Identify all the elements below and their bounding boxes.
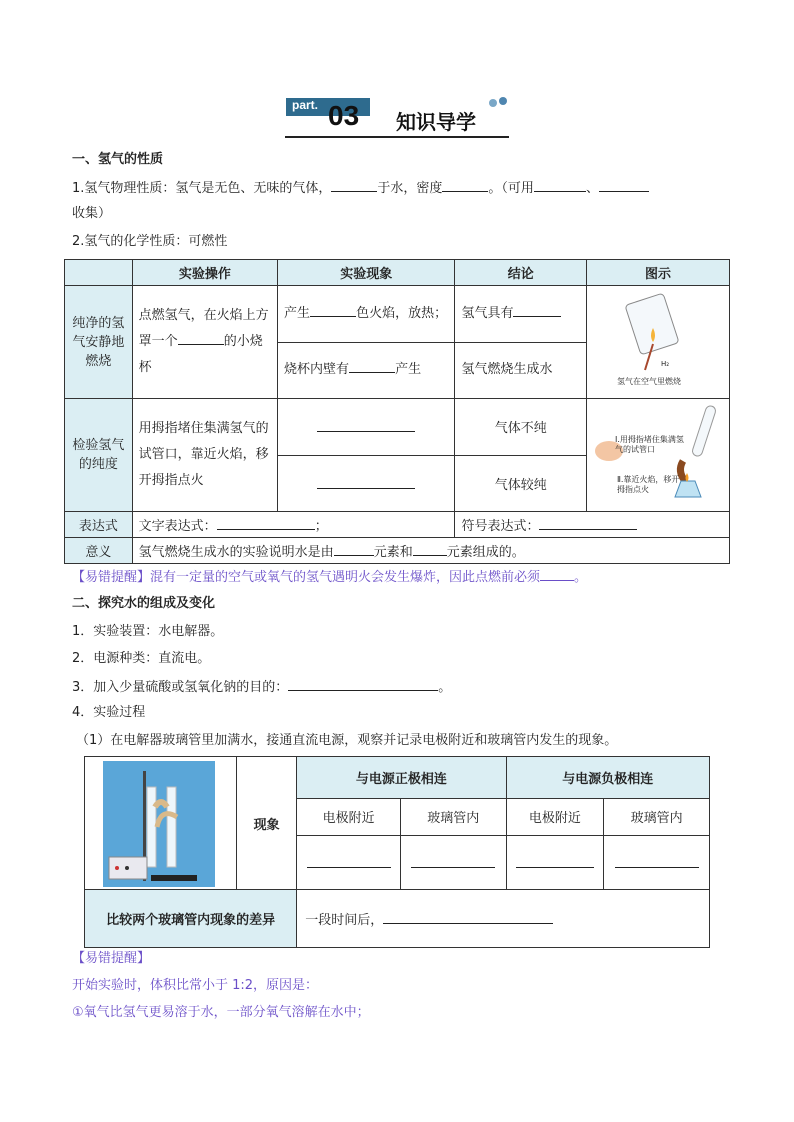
part-number: 03 xyxy=(328,100,360,131)
electrolyzer-icon xyxy=(85,757,236,889)
chemical-props: 2.氢气的化学性质：可燃性 xyxy=(72,234,228,249)
figure-caption: 氢气在空气里燃烧 xyxy=(616,377,681,386)
col-figure: 图示 xyxy=(586,260,729,286)
figure-burning xyxy=(586,286,729,399)
blank-tube-neg xyxy=(604,835,710,889)
part-label: part. xyxy=(292,98,319,112)
process-step1: （1）在电解器玻璃管里加满水，接通直流电源，观察并记录电极附近和玻璃管内发生的现象。 xyxy=(76,733,618,748)
op-purity: 用拇指堵住集满氢气的试管口，靠近火焰，移开拇指点火 xyxy=(132,399,277,512)
item-process: 4．实验过程 xyxy=(72,705,146,720)
sub-tube-neg: 玻璃管内 xyxy=(604,799,710,835)
warning-2-tag: 【易错提醒】 xyxy=(72,951,151,966)
op-burn: 点燃氢气，在火焰上方罩一个 的小烧杯 xyxy=(132,286,277,399)
figure-step2: Ⅱ.靠近火焰，移开拇指点火 xyxy=(616,475,680,494)
electrolysis-table xyxy=(84,756,710,948)
item-apparatus: 1．实验装置：水电解器。 xyxy=(72,624,224,639)
positive-header: 与电源正极相连 xyxy=(297,757,506,799)
item-power: 2．电源种类：直流电。 xyxy=(72,651,211,666)
header-rule xyxy=(285,136,509,138)
conclusion-impure: 气体不纯 xyxy=(455,399,586,456)
blank-tube-pos xyxy=(400,835,506,889)
meaning-text: 氢气燃烧生成水的实验说明水是由 元素和 元素组成的。 xyxy=(132,538,729,564)
col-conclusion: 结论 xyxy=(455,260,586,286)
apparatus-photo xyxy=(85,757,237,890)
compare-answer: 一段时间后， xyxy=(297,890,710,948)
phenom-blank-1 xyxy=(278,399,455,456)
warning-1: 【易错提醒】混有一定量的空气或氧气的氢气遇明火会发生爆炸，因此点燃前必须 。 xyxy=(72,566,587,588)
phenom-blank-2 xyxy=(278,455,455,512)
sub-electrode-pos: 电极附近 xyxy=(297,799,401,835)
row-label-expr: 表达式 xyxy=(65,512,133,538)
warning-2-line2: ①氧气比氢气更易溶于水，一部分氧气溶解在水中； xyxy=(72,1005,370,1020)
phenom-flame: 产生 色火焰，放热； xyxy=(278,286,455,343)
compare-label: 比较两个玻璃管内现象的差异 xyxy=(85,890,297,948)
blank-electrode-neg xyxy=(506,835,604,889)
word-expression: 文字表达式： ； xyxy=(132,512,455,538)
row-label-pure: 纯净的氢气安静地燃烧 xyxy=(65,286,133,399)
figure-purity xyxy=(586,399,729,512)
row-label-purity: 检验氢气的纯度 xyxy=(65,399,133,512)
section2-heading: 二、探究水的组成及变化 xyxy=(72,596,216,611)
row-label-meaning: 意义 xyxy=(65,538,133,564)
page-title: 知识导学 xyxy=(396,110,476,134)
blank-electrode-pos xyxy=(297,835,401,889)
figure-step1: Ⅰ.用拇指堵住集满氢气的试管口 xyxy=(614,435,684,454)
decor-dots-icon xyxy=(488,96,510,110)
physical-props: 1.氢气物理性质：氢气是无色、无味的气体， 于水，密度 。（可用 、 xyxy=(72,177,649,199)
negative-header: 与电源负极相连 xyxy=(506,757,709,799)
corner-cell xyxy=(65,260,133,286)
phenomenon-label: 现象 xyxy=(237,757,297,890)
warning-2-line1: 开始实验时，体积比常小于 1:2，原因是： xyxy=(72,978,319,993)
sub-tube-pos: 玻璃管内 xyxy=(400,799,506,835)
col-operation: 实验操作 xyxy=(132,260,277,286)
col-phenomenon: 实验现象 xyxy=(278,260,455,286)
symbol-expression: 符号表达式： xyxy=(455,512,730,538)
item-purpose: 3．加入少量硫酸或氢氧化钠的目的： 。 xyxy=(72,676,451,698)
h2-label: H₂ xyxy=(660,360,670,368)
conclusion-water: 氢气燃烧生成水 xyxy=(455,342,586,399)
hydrogen-table xyxy=(64,259,730,564)
sub-electrode-neg: 电极附近 xyxy=(506,799,604,835)
phenom-water: 烧杯内壁有 产生 xyxy=(278,342,455,399)
conclusion-property: 氢气具有 xyxy=(455,286,586,343)
conclusion-pure: 气体较纯 xyxy=(455,455,586,512)
section1-heading: 一、氢气的性质 xyxy=(72,152,164,167)
physical-props-end: 收集） xyxy=(72,206,112,221)
